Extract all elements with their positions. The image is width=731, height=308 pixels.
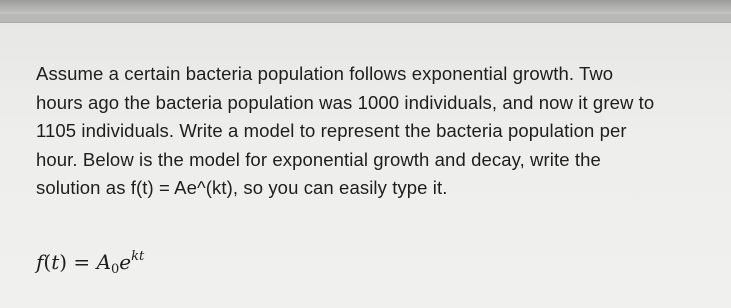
question-line: Assume a certain bacteria population follows exponential growth. Two <box>36 63 614 84</box>
formula-paren-open: ( <box>43 250 52 274</box>
question-text <box>36 60 726 203</box>
formula-equals: = <box>67 250 97 274</box>
question-line: 1105 individuals. Write a model to represent the bacteria population per <box>36 120 627 141</box>
formula-base: e <box>119 250 132 274</box>
background-strip <box>0 0 731 14</box>
question-line: hour. Below is the model for exponential growth and decay, write the <box>36 148 601 170</box>
question-line: hours ago the bacteria population was 1000 individuals, and now it grew to <box>36 91 655 113</box>
formula-coefficient: A <box>96 250 112 274</box>
question-line: solution as f(t) = Ae^(kt), so you can easily type it. <box>36 177 448 198</box>
formula-variable: t <box>51 250 60 274</box>
formula-exponent: kt <box>131 249 145 264</box>
formula-function: f <box>36 250 44 274</box>
exponential-formula <box>36 249 144 277</box>
formula-coefficient-subscript: 0 <box>111 262 120 277</box>
formula-paren-close: ) <box>59 250 68 274</box>
question-card <box>0 22 731 308</box>
